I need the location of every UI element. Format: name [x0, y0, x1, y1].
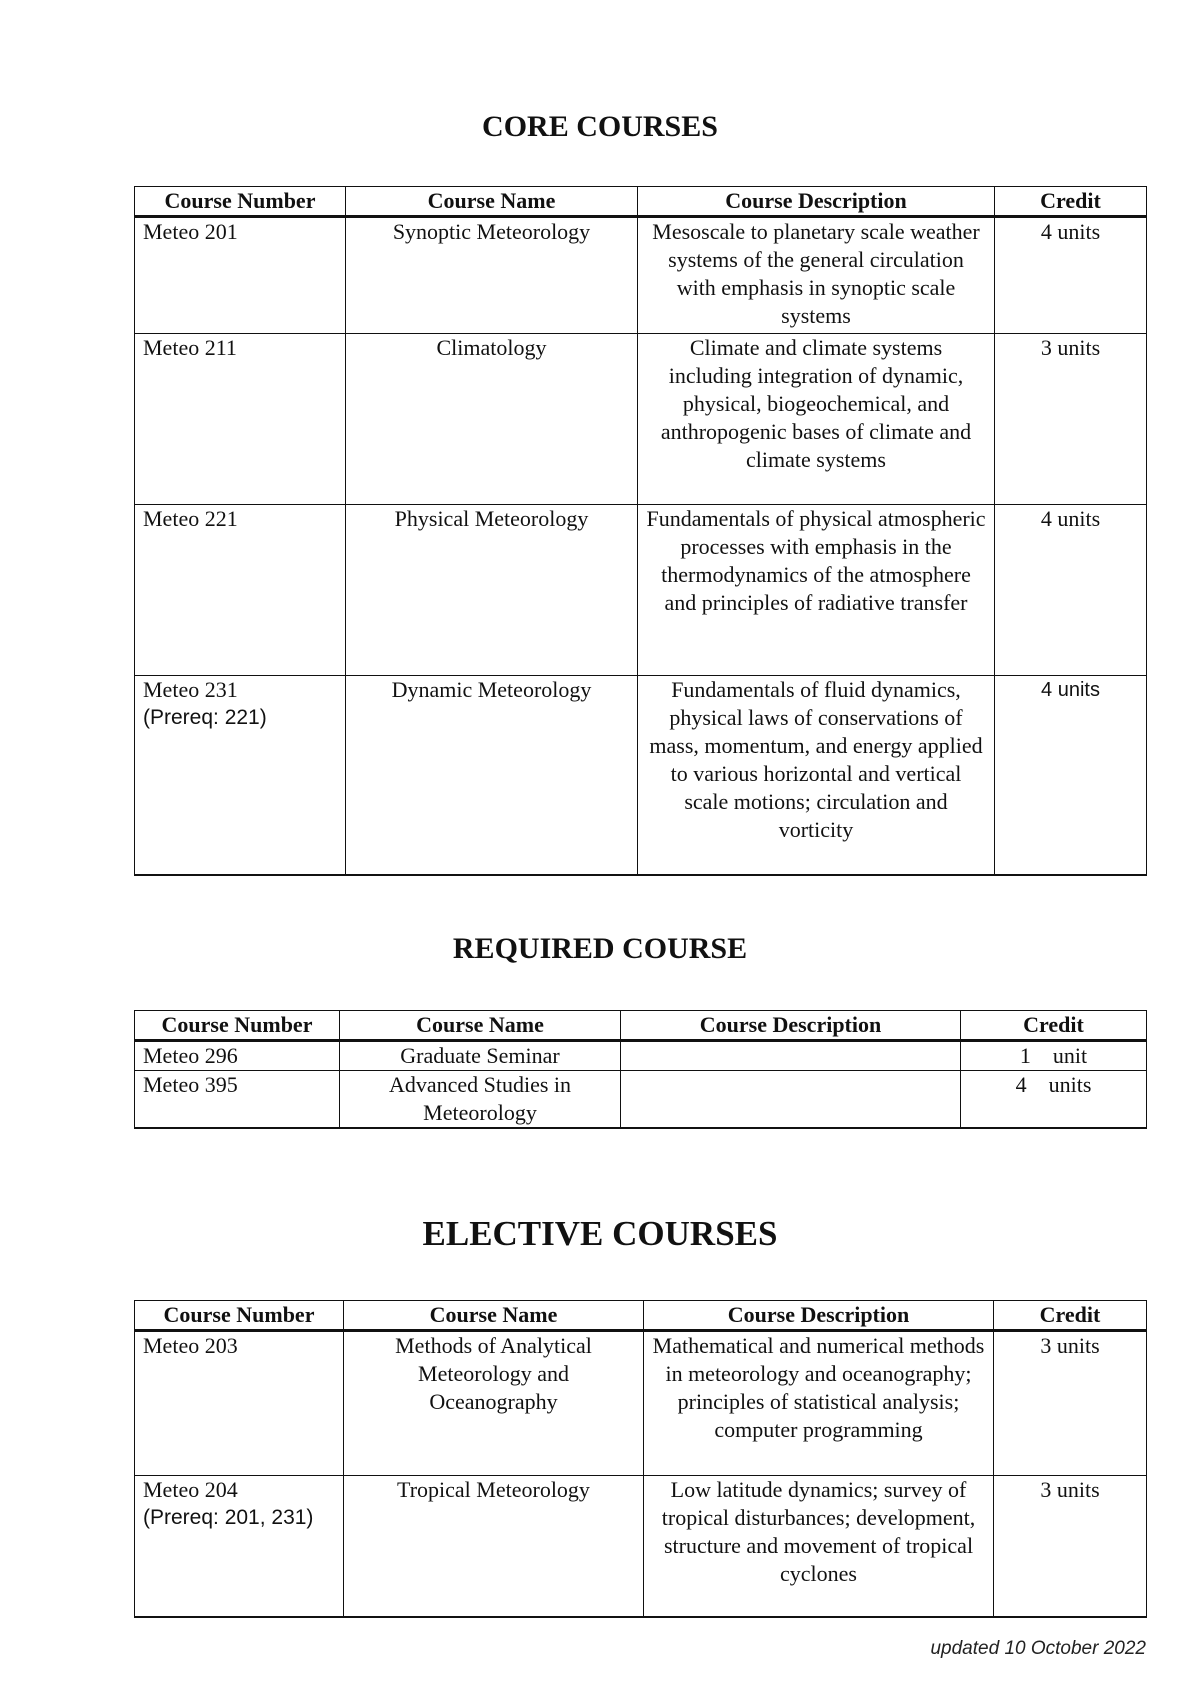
course-number: Meteo 296 [135, 1041, 340, 1071]
course-number: Meteo 203 [135, 1331, 344, 1476]
course-credit: 3 units [994, 1331, 1147, 1476]
course-credit: 3 units [995, 334, 1147, 505]
course-name: Physical Meteorology [346, 505, 638, 676]
required-course-title: REQUIRED COURSE [452, 932, 748, 965]
table-header-row [135, 1011, 1147, 1041]
header-course-description: Course Description [644, 1301, 994, 1331]
course-credit-cell [961, 1071, 1147, 1129]
course-description: Low latitude dynamics; survey of tropical disturbances; development, structure and movement of tropical cyclones [644, 1476, 994, 1618]
course-description [621, 1071, 961, 1129]
course-number: Meteo 395 [135, 1071, 340, 1129]
table-row [135, 1071, 1147, 1129]
course-credit: 1 unit [1019, 1043, 1088, 1068]
course-number: Meteo 201 [135, 217, 346, 334]
header-course-number: Course Number [135, 1011, 340, 1041]
course-number-cell [135, 676, 346, 876]
course-name: Dynamic Meteorology [346, 676, 638, 876]
course-name: Advanced Studies in Meteorology [340, 1071, 621, 1129]
header-course-name: Course Name [340, 1011, 621, 1041]
header-course-description: Course Description [621, 1011, 961, 1041]
course-credit: 4 units [995, 505, 1147, 676]
course-description: Mathematical and numerical methods in meteorology and oceanography; principles of statistical analysis; computer programming [644, 1331, 994, 1476]
table-header-row [135, 187, 1147, 217]
table-row [135, 676, 1147, 876]
course-description: Climate and climate systems including integration of dynamic, physical, biogeochemical, and anthropogenic bases of climate and climate systems [638, 334, 995, 505]
table-row [135, 1476, 1147, 1618]
elective-courses-table [134, 1300, 1147, 1618]
course-number-cell [135, 1476, 344, 1618]
course-number: Meteo 231 [143, 677, 238, 702]
course-name: Climatology [346, 334, 638, 505]
course-description: Mesoscale to planetary scale weather systems of the general circulation with emphasis in synoptic scale systems [638, 217, 995, 334]
course-name: Methods of Analytical Meteorology and Oceanography [344, 1331, 644, 1476]
table-row [135, 217, 1147, 334]
course-credit: 4 units [1015, 1072, 1092, 1097]
course-prerequisite: (Prereq: 201, 231) [143, 1506, 314, 1529]
table-row [135, 1331, 1147, 1476]
table-row [135, 505, 1147, 676]
required-course-table [134, 1010, 1147, 1129]
table-header-row [135, 1301, 1147, 1331]
course-prerequisite: (Prereq: 221) [143, 706, 267, 729]
table-row [135, 1041, 1147, 1071]
header-course-description: Course Description [638, 187, 995, 217]
header-course-name: Course Name [344, 1301, 644, 1331]
header-course-number: Course Number [135, 187, 346, 217]
header-course-name: Course Name [346, 187, 638, 217]
course-credit: 3 units [994, 1476, 1147, 1618]
course-description [621, 1041, 961, 1071]
course-credit: 4 units [995, 217, 1147, 334]
core-courses-table [134, 186, 1147, 876]
table-row [135, 334, 1147, 505]
course-description: Fundamentals of fluid dynamics, physical laws of conservations of mass, momentum, and energy applied to various horizontal and vertical scale motions; circulation and vorticity [638, 676, 995, 876]
course-description: Fundamentals of physical atmospheric processes with emphasis in the thermodynamics of the atmosphere and principles of radiative transfer [638, 505, 995, 676]
course-credit: 4 units [995, 676, 1147, 876]
updated-date-note: updated 10 October 2022 [930, 1638, 1146, 1659]
header-credit: Credit [961, 1011, 1147, 1041]
course-credit-cell [961, 1041, 1147, 1071]
course-number: Meteo 204 [143, 1477, 238, 1502]
header-course-number: Course Number [135, 1301, 344, 1331]
course-number: Meteo 211 [135, 334, 346, 505]
elective-courses-title: ELECTIVE COURSES [422, 1214, 778, 1253]
course-name: Tropical Meteorology [344, 1476, 644, 1618]
header-credit: Credit [994, 1301, 1147, 1331]
core-courses-title: CORE COURSES [482, 110, 718, 143]
course-name: Graduate Seminar [340, 1041, 621, 1071]
course-number: Meteo 221 [135, 505, 346, 676]
header-credit: Credit [995, 187, 1147, 217]
course-name: Synoptic Meteorology [346, 217, 638, 334]
